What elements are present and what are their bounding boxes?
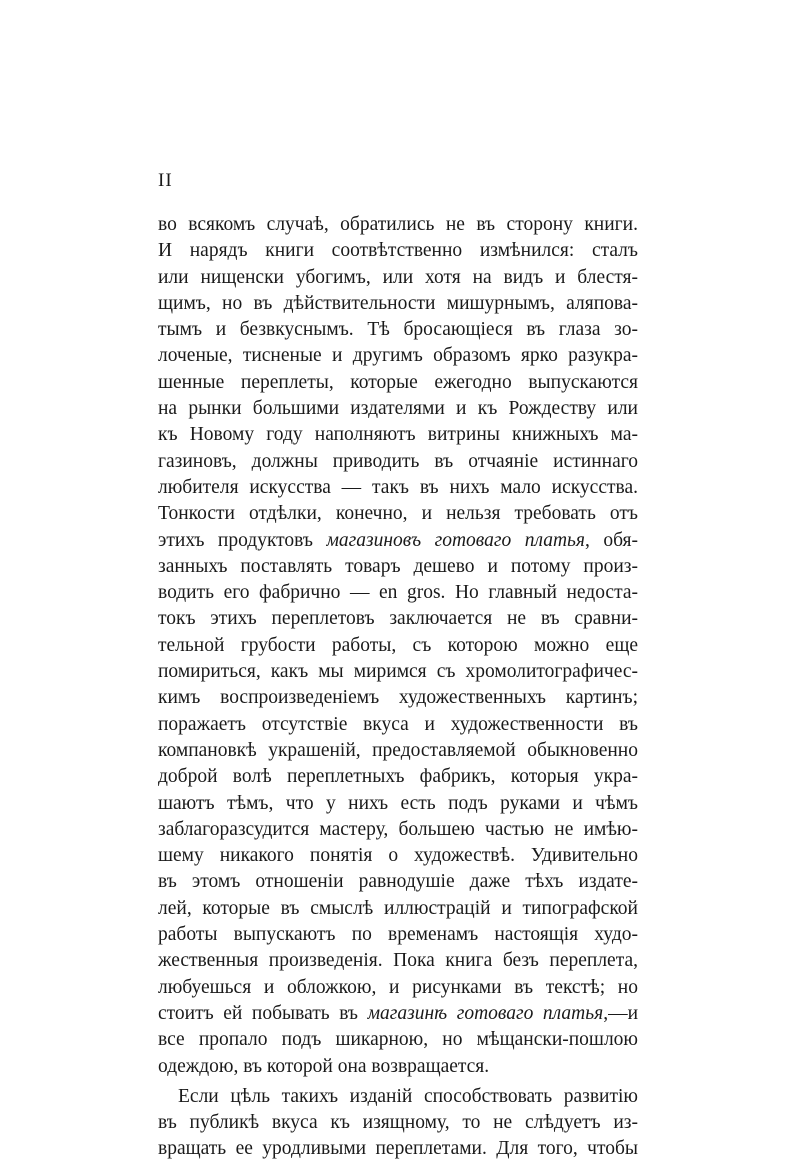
text-line: жественныя произведенія. Пока книга безъ переплета,: [158, 950, 638, 972]
text-line: лоченые, тисненые и другимъ образомъ ярко разукра-: [158, 345, 638, 367]
text-line: Если цѣль такихъ изданій способствовать развитію: [178, 1085, 638, 1107]
text-line: заблагоразсудится мастеру, большею частью не имѣю-: [158, 818, 638, 840]
text-line: [158, 528, 638, 554]
text-line: одеждою, въ которой она возвращается.: [158, 1055, 490, 1077]
text-line: занныхъ поставлять товаръ дешево и потому произ-: [158, 555, 638, 577]
text-line: въ этомъ отношеніи равнодушіе даже тѣхъ издате-: [158, 871, 638, 893]
text-line: любуешься и обложкою, и рисунками въ текстѣ; но: [158, 976, 638, 998]
emphasized-phrase: магазиновъ готоваго платья: [326, 529, 585, 551]
text-line: токъ этихъ переплетовъ заключается не въ сравни-: [158, 608, 638, 630]
text-line: тымъ и безвкуснымъ. Тѣ бросающіеся въ глаза зо-: [158, 319, 638, 341]
text-line: водить его фабрично — en gros. Но главный недоста-: [158, 582, 638, 604]
text-line: шаютъ тѣмъ, что у нихъ есть подъ руками и чѣмъ: [158, 792, 638, 814]
text-line: къ Новому году наполняютъ витрины книжныхъ ма-: [158, 424, 638, 446]
text-line: доброй волѣ переплетныхъ фабрикъ, которыя укра-: [158, 766, 638, 788]
text-line: во всякомъ случаѣ, обратились не въ сторону книги.: [158, 214, 638, 235]
text-line: шенные переплеты, которые ежегодно выпускаются: [158, 371, 638, 393]
text-line-end: , обя-: [584, 529, 638, 551]
text-line: на рынки большими издателями и къ Рождеству или: [158, 398, 638, 420]
text-line-start: стоитъ ей побывать въ: [158, 1002, 368, 1024]
text-line: газиновъ, должны приводить въ отчаяніе истиннаго: [158, 450, 638, 472]
text-line: щимъ, но въ дѣйствительности мишурнымъ, аляпова-: [158, 292, 638, 314]
text-line: тельной грубости работы, съ которою можно еще: [158, 634, 638, 656]
text-line: компановкѣ украшеній, предоставляемой обыкновенно: [158, 739, 638, 761]
text-line: [158, 1001, 638, 1027]
text-line: или нищенски убогимъ, или хотя на видъ и блестя-: [158, 266, 638, 288]
text-line: вращать ее уродливыми переплетами. Для того, чтобы: [158, 1138, 638, 1160]
text-line: кимъ воспроизведеніемъ художественныхъ картинъ;: [158, 687, 638, 709]
text-line: любителя искусства — такъ въ нихъ мало искусства.: [158, 476, 638, 498]
text-line-start: этихъ продуктовъ: [158, 529, 327, 551]
text-line: работы выпускаютъ по временамъ настоящія худо-: [158, 924, 638, 946]
body-text: [158, 212, 638, 1163]
text-line: все пропало подъ шикарною, но мѣщански-пошлою: [158, 1029, 638, 1051]
text-line: въ публикѣ вкуса къ изящному, то не слѣдуетъ из-: [158, 1112, 638, 1134]
emphasized-phrase: магазинѣ готоваго платья: [367, 1002, 604, 1024]
page-number: II: [158, 170, 173, 191]
text-line: Тонкости отдѣлки, конечно, и нельзя требовать отъ: [158, 503, 638, 525]
text-line-end: ,—и: [603, 1002, 638, 1024]
text-line: И нарядъ книги соотвѣтственно измѣнился: сталъ: [158, 240, 638, 262]
text-line: лей, которые въ смыслѣ иллюстрацій и типографской: [158, 897, 638, 919]
text-line: шему никакого понятія о художествѣ. Удивительно: [158, 845, 638, 867]
text-line: поражаетъ отсутствіе вкуса и художественности въ: [158, 713, 638, 735]
text-line: помириться, какъ мы миримся съ хромолитографичес-: [158, 661, 638, 683]
